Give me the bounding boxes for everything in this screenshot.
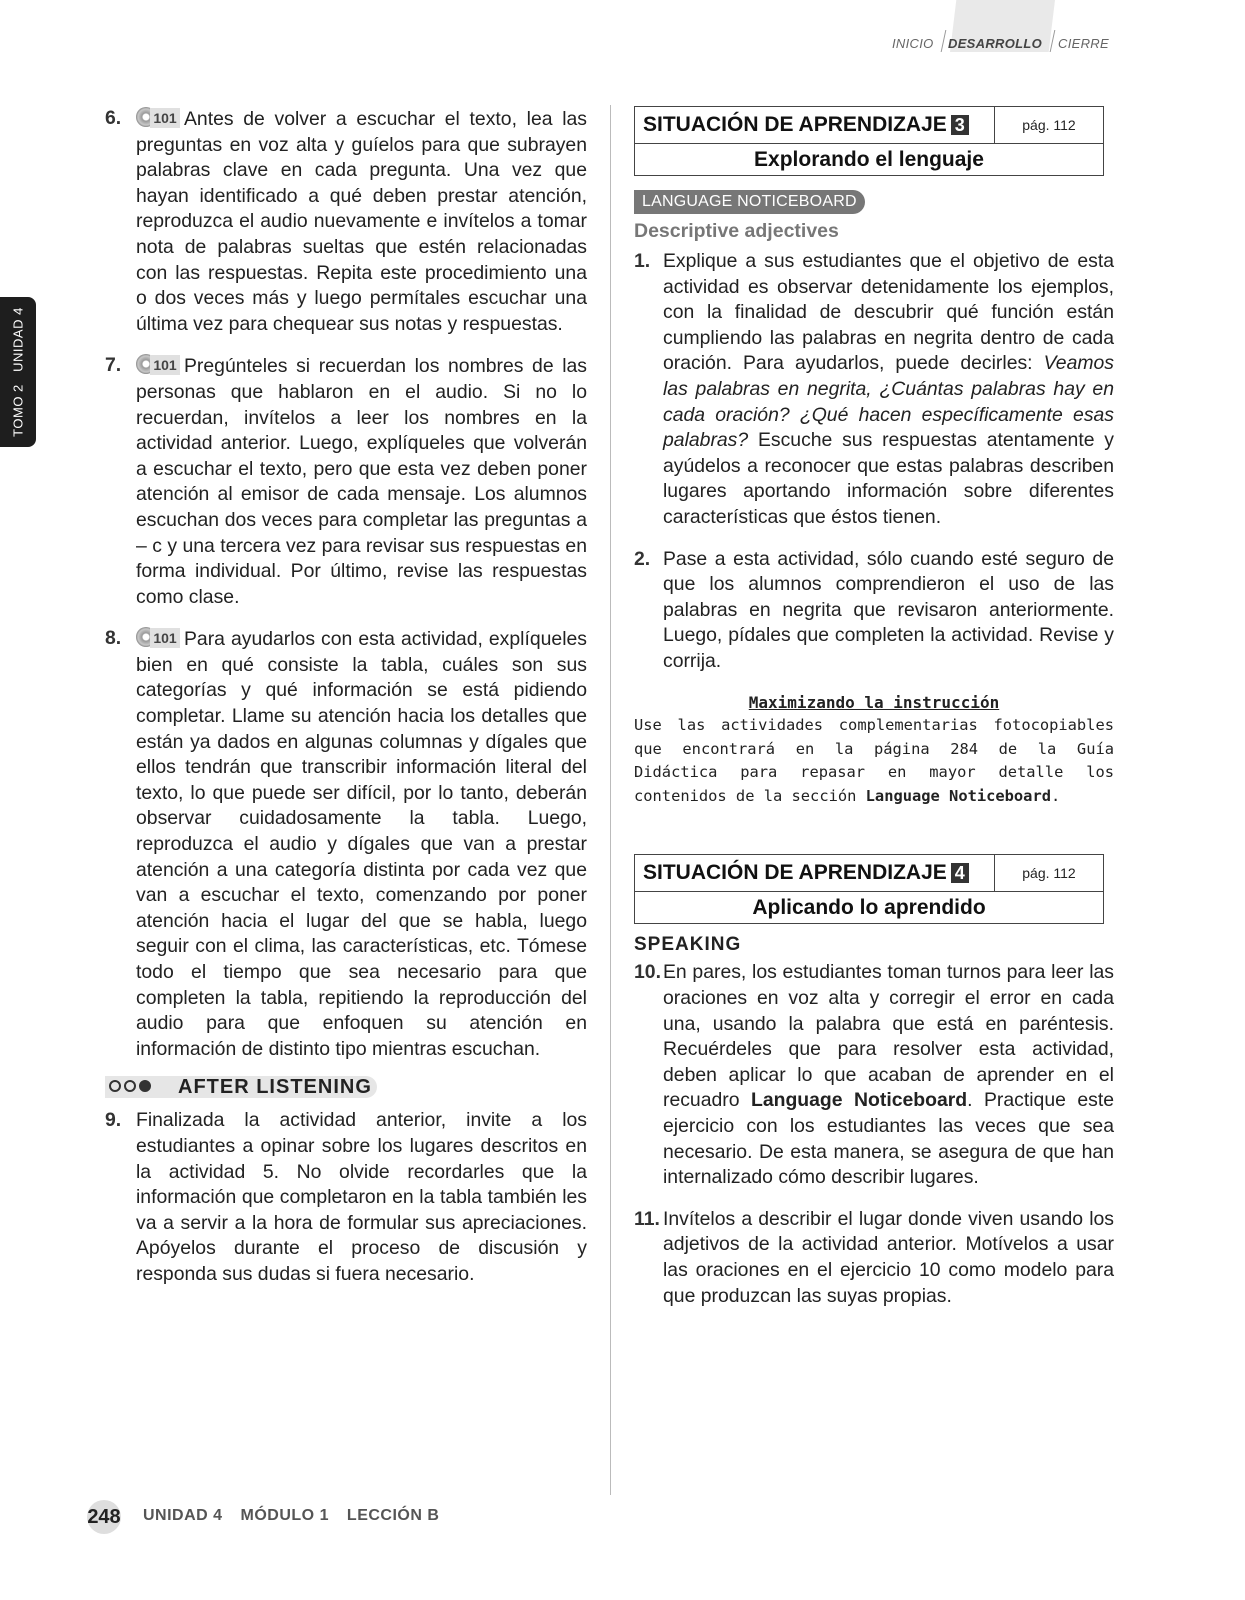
after-listening-heading [105, 1076, 587, 1100]
activity-item-10 [634, 960, 1114, 1190]
item-text-bold: Language Noticeboard [750, 1089, 968, 1112]
side-tab-label: TOMO 2 UNIDAD 4 [10, 307, 26, 437]
activity-item-11 [634, 1207, 1114, 1309]
item-number: 6. [105, 107, 122, 129]
speaking-heading: SPEAKING [634, 934, 742, 956]
item-number: 1. [634, 250, 651, 272]
item-text: Para ayudarlos con esta actividad, explíqueles bien en qué consiste la tabla, cuáles son sus categorías y qué información se está pidiendo completar. Llame su atención hacia los detalles que están ya dados en algunas columnas y dígales que ellos tendrán que transcribir información literal del texto, lo que puede ser difícil, por lo tanto, deberán observar cuidadosamente la tabla. Luego, reproduzca el audio y dígales que van a prestar atención a una categoría distinta por cada vez que van a escuchar el texto, comenzando por poner atención hacia el lugar del que se habla, luego seguir con el clima, las características, etc. Tómese todo el tiempo que sea necesario para que completen la tabla, repitiendo la reproducción del audio para que enfoquen su atención en información de distinto tipo mientras escuchan. [136, 628, 587, 1060]
maximizando-note [634, 691, 1114, 809]
item-text: Finalizada la actividad anterior, invite a los estudiantes a opinar sobre los lugares descritos en la actividad 5. No olvide recordarles que la información que completaron en la tabla también les va a servir a la hora de formular sus apreciaciones. Apóyelos durante el proceso de discusión y responda sus dudas si fuera necesario. [136, 1109, 587, 1285]
activity-item-9 [105, 1108, 587, 1287]
language-noticeboard-badge: LANGUAGE NOTICEBOARD [634, 190, 865, 214]
progress-dots-icon [109, 1080, 154, 1098]
track-number: 101 [150, 355, 180, 375]
subheading: Descriptive adjectives [634, 220, 839, 242]
item-number: 10. [634, 961, 661, 984]
item-text: Invítelos a describir el lugar donde viven usando los adjetivos de la actividad anterior. Motívelos a usar las oraciones en el ejercicio 10 como modelo para que produzcan las suyas propias. [663, 1207, 1114, 1307]
page-reference: pág. 112 [994, 107, 1103, 143]
left-column [105, 106, 587, 1304]
footer-leccion: LECCIÓN B [346, 1507, 440, 1524]
situacion-number: 3 [951, 115, 969, 135]
item-number: 7. [105, 354, 122, 377]
section-nav [880, 0, 1120, 60]
nav-desarrollo: DESARROLLO [948, 36, 1042, 51]
nav-inicio: INICIO [892, 36, 934, 51]
situacion-box-3 [634, 106, 1104, 176]
page-reference: pág. 112 [994, 855, 1103, 891]
activity-item-1 [634, 249, 1114, 531]
page-number: 248 [87, 1500, 121, 1534]
activity-item-7 [105, 353, 587, 610]
track-number: 101 [150, 108, 180, 128]
activity-item-2 [634, 547, 1114, 675]
nav-separator [941, 30, 947, 52]
footer-unidad: UNIDAD 4 [143, 1507, 223, 1524]
note-text: Use las actividades complementarias fotocopiables que encontrará en la página 284 de la Guía Didáctica para repasar en mayor detalle los contenidos de la sección [634, 716, 1114, 805]
audio-track-icon [136, 106, 180, 128]
side-tab [0, 297, 36, 447]
item-number: 2. [634, 547, 651, 570]
note-text-bold: Language Noticeboard [865, 786, 1051, 805]
situacion-subtitle: Explorando el lenguaje [754, 148, 984, 171]
track-number: 101 [150, 628, 180, 648]
note-heading: Maximizando la instrucción [748, 692, 1000, 712]
situacion-box-4 [634, 854, 1104, 924]
item-text: En pares, los estudiantes toman turnos para leer las oraciones en voz alta y corregir el error en cada una, usando la palabra que está en paréntesis. Recuérdeles que para resolver esta actividad, deben aplicar lo que acaban de aprender en el recuadro [663, 961, 1114, 1112]
activity-item-6 [105, 106, 587, 337]
item-number: 9. [105, 1109, 122, 1132]
audio-track-icon [136, 626, 180, 648]
section-label: AFTER LISTENING [178, 1076, 372, 1099]
situacion-title: SITUACIÓN DE APRENDIZAJE 4 [635, 855, 994, 891]
column-divider [610, 105, 611, 1495]
item-text-italic: Veamos las palabras en negrita, ¿Cuántas palabras hay en cada oración? ¿Qué hacen específicamente esas palabras? [663, 352, 1114, 452]
item-text: Pase a esta actividad, sólo cuando esté seguro de que los alumnos comprendieron el uso de las palabras en negrita que revisaron anteriormente. Luego, pídales que completen la actividad. Revise y corrija. [663, 547, 1114, 672]
note-text: . [1050, 786, 1061, 805]
item-text: Escuche sus respuestas atentamente y ayúdelos a reconocer que estas palabras describen lugares aportando información sobre diferentes características que éstos tienen. [663, 429, 1114, 528]
item-number: 11. [634, 1207, 660, 1230]
footer-modulo: MÓDULO 1 [240, 1507, 329, 1524]
situacion-number: 4 [951, 863, 969, 883]
situacion-subtitle: Aplicando lo aprendido [752, 896, 986, 920]
right-column [634, 106, 1114, 1325]
item-text: Antes de volver a escuchar el texto, lea las preguntas en voz alta y guíelos para que subrayen palabras clave en cada pregunta. Una vez que hayan identificado a qué deben prestar atención, reproduzca el audio nuevamente e invítelos a tomar nota de palabras sueltas que estén relacionadas con las respuestas. Repita este procedimiento una o dos veces más y luego permítales escuchar una última vez para chequear sus notas y respuestas. [136, 108, 587, 335]
item-text: Pregúnteles si recuerdan los nombres de las personas que hablaron en el audio. Si no lo recuerdan, invítelos a leer los nombres en la actividad anterior. Luego, explíqueles que volverán a escuchar el texto, pero que esta vez deben poner atención al emisor de cada mensaje. Los alumnos escuchan dos veces para completar las preguntas a – c y una tercera vez para revisar sus respuestas en forma individual. Por último, revise las respuestas como clase. [136, 355, 587, 608]
activity-item-8 [105, 626, 587, 1062]
item-text: . Practique este ejercicio con los estudiantes las veces que sea necesario. De esta manera, se asegura de que han internalizado cómo describir lugares. [663, 1089, 1114, 1189]
nav-cierre: CIERRE [1058, 36, 1109, 51]
item-number: 8. [105, 627, 122, 650]
item-text: Explique a sus estudiantes que el objetivo de esta actividad es observar detenidamente los ejemplos, con la finalidad de descubrir qué función están cumpliendo las palabras en negrita dentro de cada oración. Para ayudarlos, puede decirles: [663, 250, 1114, 375]
footer-label [143, 1507, 452, 1525]
audio-track-icon [136, 353, 180, 375]
situacion-title: SITUACIÓN DE APRENDIZAJE 3 [635, 107, 994, 143]
